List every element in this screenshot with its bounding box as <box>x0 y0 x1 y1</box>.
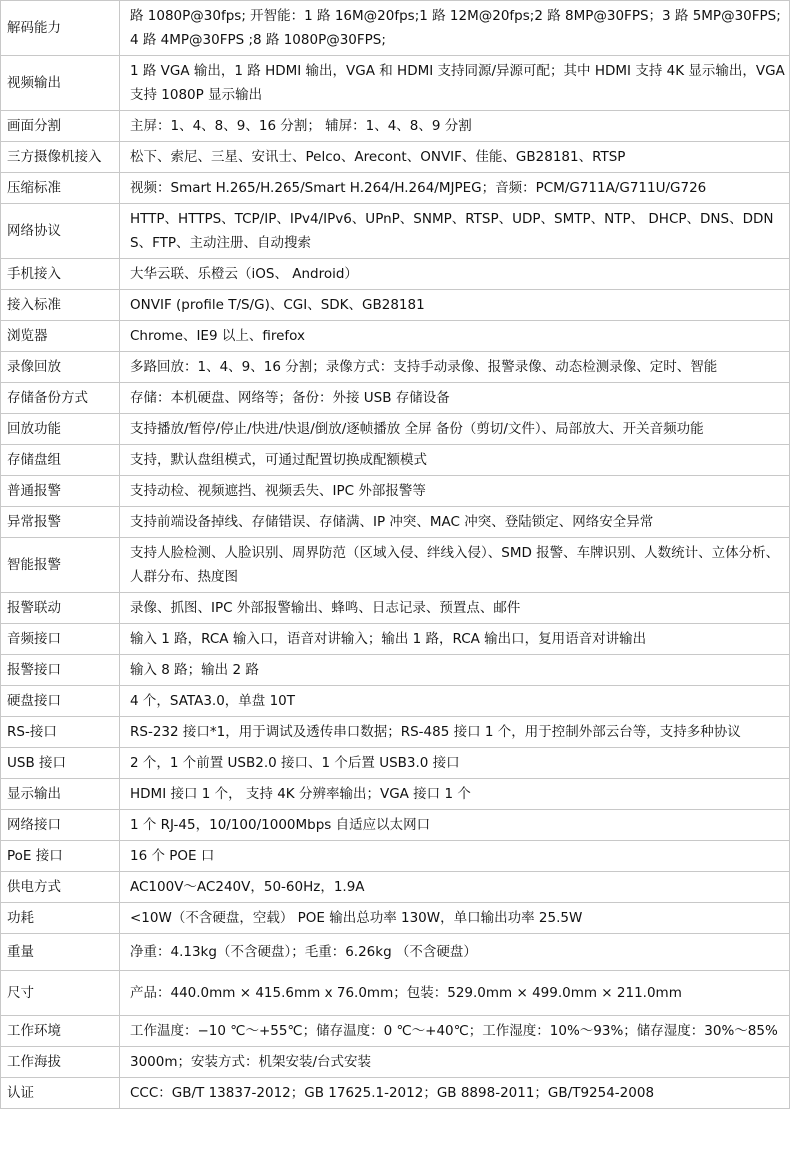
spec-value: 路 1080P@30fps; 开智能：1 路 16M@20fps;1 路 12M@20fps;2 路 8MP@30FPS；3 路 5MP@30FPS; 4 路 4MP@30FPS ;8 路 1080P@30FPS; <box>120 1 790 56</box>
table-row <box>1 507 790 538</box>
spec-value: 2 个，1 个前置 USB2.0 接口、1 个后置 USB3.0 接口 <box>120 748 790 779</box>
table-row <box>1 476 790 507</box>
table-row <box>1 56 790 111</box>
spec-label: 录像回放 <box>1 352 120 383</box>
table-row <box>1 934 790 971</box>
spec-label: 工作环境 <box>1 1016 120 1047</box>
spec-label: 异常报警 <box>1 507 120 538</box>
table-row <box>1 872 790 903</box>
table-row <box>1 655 790 686</box>
spec-value: 输入 8 路；输出 2 路 <box>120 655 790 686</box>
spec-value: 16 个 POE 口 <box>120 841 790 872</box>
spec-label: 视频输出 <box>1 56 120 111</box>
spec-label: 手机接入 <box>1 259 120 290</box>
spec-value: 产品：440.0mm × 415.6mm x 76.0mm；包装：529.0mm × 499.0mm × 211.0mm <box>120 971 790 1016</box>
spec-value: 净重：4.13kg（不含硬盘）；毛重：6.26kg （不含硬盘） <box>120 934 790 971</box>
spec-value: AC100V～AC240V，50-60Hz，1.9A <box>120 872 790 903</box>
table-row <box>1 321 790 352</box>
table-row <box>1 748 790 779</box>
spec-label: 网络协议 <box>1 204 120 259</box>
table-row <box>1 1016 790 1047</box>
spec-value: 1 个 RJ-45，10/100/1000Mbps 自适应以太网口 <box>120 810 790 841</box>
spec-value: 松下、索尼、三星、安讯士、Pelco、Arecont、ONVIF、佳能、GB28181、RTSP <box>120 142 790 173</box>
table-row <box>1 779 790 810</box>
table-row <box>1 383 790 414</box>
spec-value: 支持人脸检测、人脸识别、周界防范（区域入侵、绊线入侵）、SMD 报警、车牌识别、人数统计、立体分析、人群分布、热度图 <box>120 538 790 593</box>
spec-label: 显示输出 <box>1 779 120 810</box>
table-row <box>1 686 790 717</box>
table-row <box>1 1047 790 1078</box>
table-row <box>1 841 790 872</box>
table-row <box>1 1 790 56</box>
table-row <box>1 259 790 290</box>
spec-value: 支持，默认盘组模式，可通过配置切换成配额模式 <box>120 445 790 476</box>
spec-value: 支持动检、视频遮挡、视频丢失、IPC 外部报警等 <box>120 476 790 507</box>
table-row <box>1 538 790 593</box>
spec-value: 大华云联、乐橙云（iOS、 Android） <box>120 259 790 290</box>
spec-label: RS-接口 <box>1 717 120 748</box>
spec-value: 输入 1 路，RCA 输入口，语音对讲输入；输出 1 路，RCA 输出口，复用语音对讲输出 <box>120 624 790 655</box>
spec-label: 功耗 <box>1 903 120 934</box>
spec-value: 视频：Smart H.265/H.265/Smart H.264/H.264/MJPEG；音频：PCM/G711A/G711U/G726 <box>120 173 790 204</box>
table-row <box>1 903 790 934</box>
spec-value: HDMI 接口 1 个， 支持 4K 分辨率输出；VGA 接口 1 个 <box>120 779 790 810</box>
spec-label: 认证 <box>1 1078 120 1109</box>
spec-label: 尺寸 <box>1 971 120 1016</box>
table-row <box>1 142 790 173</box>
spec-value: 3000m；安装方式：机架安装/台式安装 <box>120 1047 790 1078</box>
spec-label: 工作海拔 <box>1 1047 120 1078</box>
spec-label: 浏览器 <box>1 321 120 352</box>
spec-label: 硬盘接口 <box>1 686 120 717</box>
table-row <box>1 111 790 142</box>
spec-value: Chrome、IE9 以上、firefox <box>120 321 790 352</box>
table-row <box>1 352 790 383</box>
table-row <box>1 717 790 748</box>
spec-label: 音频接口 <box>1 624 120 655</box>
spec-table-body <box>1 1 790 1109</box>
spec-value: 录像、抓图、IPC 外部报警输出、蜂鸣、日志记录、预置点、邮件 <box>120 593 790 624</box>
spec-label: 供电方式 <box>1 872 120 903</box>
spec-value: 支持前端设备掉线、存储错误、存储满、IP 冲突、MAC 冲突、登陆锁定、网络安全异常 <box>120 507 790 538</box>
spec-label: 报警联动 <box>1 593 120 624</box>
spec-label: 存储备份方式 <box>1 383 120 414</box>
spec-value: CCC：GB/T 13837-2012；GB 17625.1-2012；GB 8898-2011；GB/T9254-2008 <box>120 1078 790 1109</box>
table-row <box>1 290 790 321</box>
spec-label: 三方摄像机接入 <box>1 142 120 173</box>
spec-label: 存储盘组 <box>1 445 120 476</box>
spec-value: <10W（不含硬盘，空载） POE 输出总功率 130W，单口输出功率 25.5W <box>120 903 790 934</box>
table-row <box>1 971 790 1016</box>
table-row <box>1 593 790 624</box>
spec-label: 压缩标准 <box>1 173 120 204</box>
spec-value: 主屏：1、4、8、9、16 分割； 辅屏：1、4、8、9 分割 <box>120 111 790 142</box>
spec-value: 支持播放/暂停/停止/快进/快退/倒放/逐帧播放 全屏 备份（剪切/文件）、局部放大、开关音频功能 <box>120 414 790 445</box>
spec-value: ONVIF (profile T/S/G)、CGI、SDK、GB28181 <box>120 290 790 321</box>
spec-value: 4 个，SATA3.0，单盘 10T <box>120 686 790 717</box>
spec-value: 1 路 VGA 输出，1 路 HDMI 输出，VGA 和 HDMI 支持同源/异源可配；其中 HDMI 支持 4K 显示输出，VGA 支持 1080P 显示输出 <box>120 56 790 111</box>
spec-value: 工作温度：−10 ℃～+55℃；储存温度：0 ℃～+40℃；工作湿度：10%～93%；储存湿度：30%～85% <box>120 1016 790 1047</box>
spec-value: RS-232 接口*1，用于调试及透传串口数据；RS-485 接口 1 个，用于控制外部云台等，支持多种协议 <box>120 717 790 748</box>
spec-label: 网络接口 <box>1 810 120 841</box>
spec-label: 普通报警 <box>1 476 120 507</box>
table-row <box>1 173 790 204</box>
table-row <box>1 414 790 445</box>
spec-value: 多路回放：1、4、9、16 分割；录像方式：支持手动录像、报警录像、动态检测录像、定时、智能 <box>120 352 790 383</box>
spec-label: 回放功能 <box>1 414 120 445</box>
spec-value: HTTP、HTTPS、TCP/IP、IPv4/IPv6、UPnP、SNMP、RTSP、UDP、SMTP、NTP、 DHCP、DNS、DDNS、FTP、主动注册、自动搜索 <box>120 204 790 259</box>
spec-label: 解码能力 <box>1 1 120 56</box>
spec-label: 接入标准 <box>1 290 120 321</box>
table-row <box>1 1078 790 1109</box>
spec-value: 存储：本机硬盘、网络等；备份：外接 USB 存储设备 <box>120 383 790 414</box>
spec-label: PoE 接口 <box>1 841 120 872</box>
table-row <box>1 624 790 655</box>
spec-label: 智能报警 <box>1 538 120 593</box>
spec-label: 报警接口 <box>1 655 120 686</box>
table-row <box>1 810 790 841</box>
spec-label: USB 接口 <box>1 748 120 779</box>
spec-label: 画面分割 <box>1 111 120 142</box>
spec-label: 重量 <box>1 934 120 971</box>
table-row <box>1 204 790 259</box>
table-row <box>1 445 790 476</box>
